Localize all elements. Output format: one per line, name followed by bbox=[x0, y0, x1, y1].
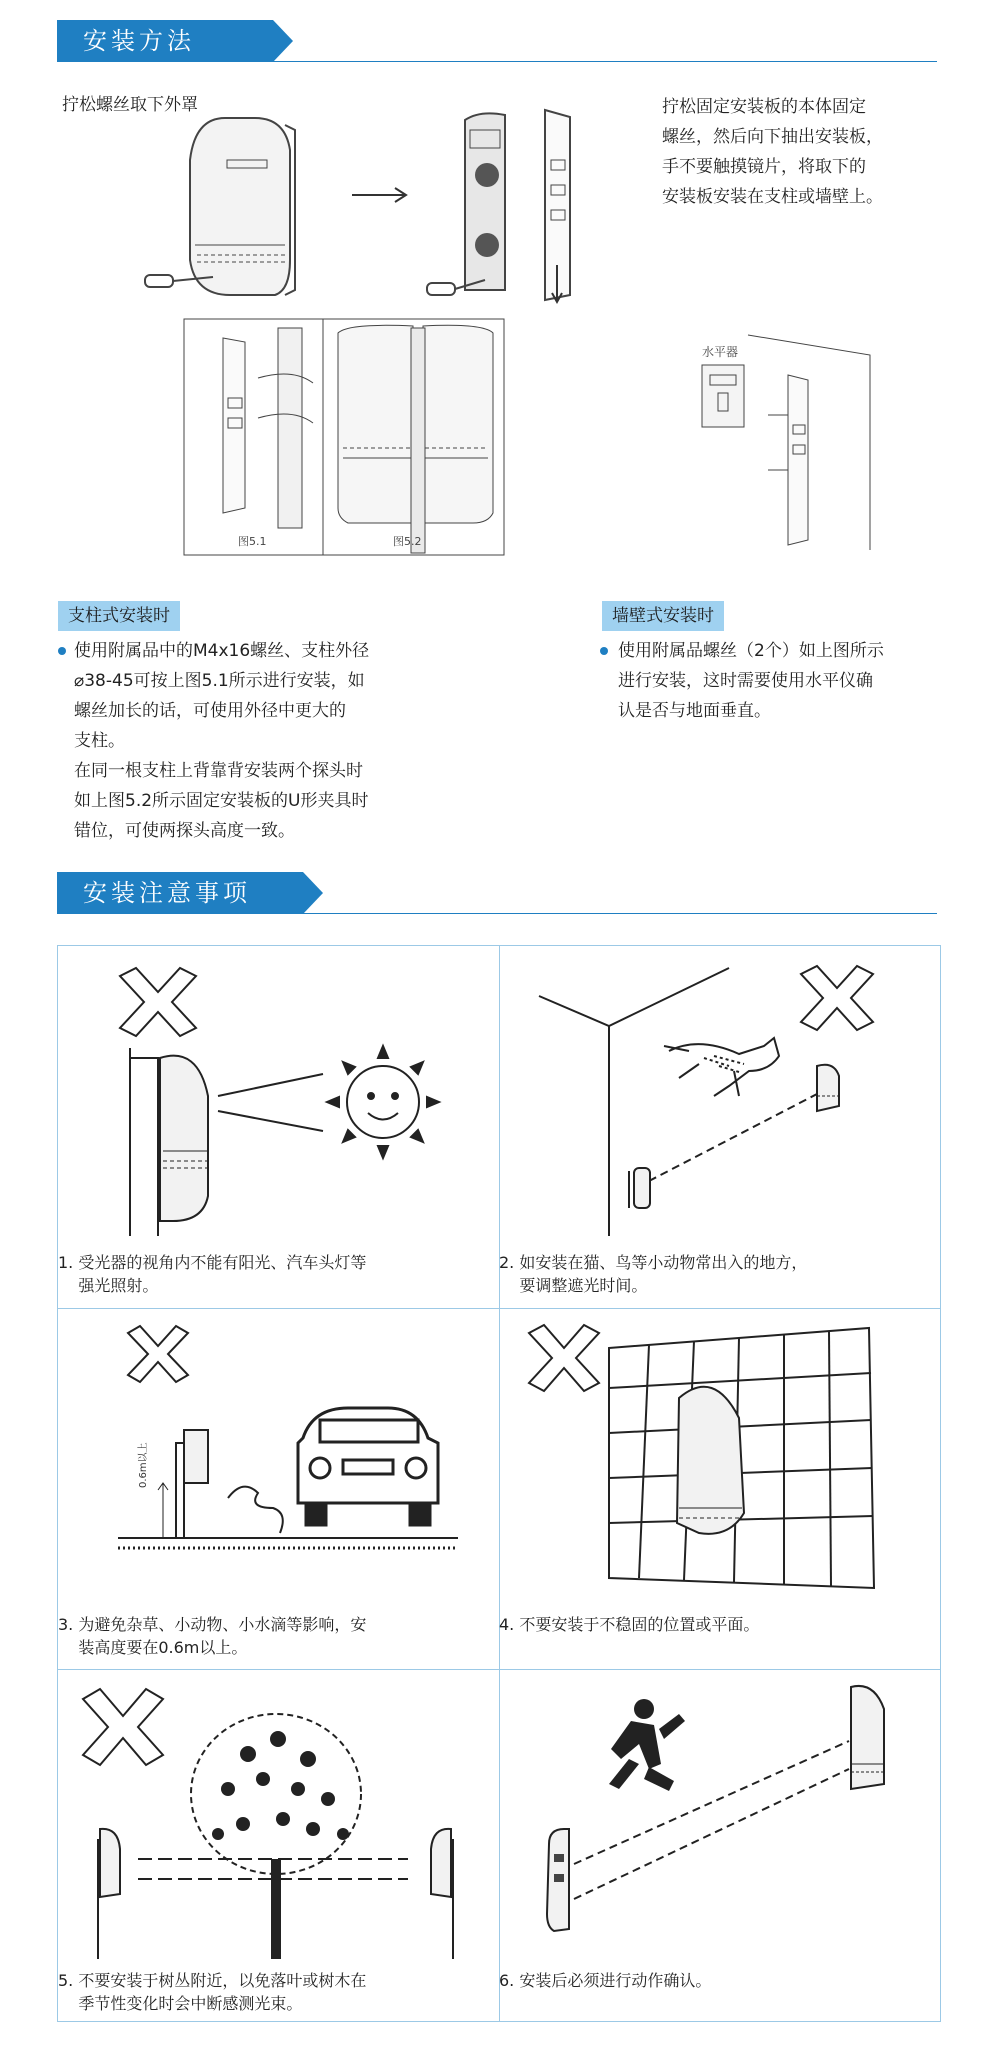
wall-mount-figure bbox=[700, 325, 880, 555]
x-mark-icon bbox=[83, 1689, 163, 1765]
small-animal-illustration bbox=[499, 946, 940, 1246]
section-title: 安装注意事项 bbox=[57, 872, 303, 914]
pole-mount-figure bbox=[183, 318, 505, 556]
height-label: 0.6m以上 bbox=[138, 1442, 149, 1488]
note-1-line: 1. 受光器的视角内不能有阳光、汽车头灯等 bbox=[58, 1253, 367, 1272]
tree-illustration bbox=[58, 1669, 499, 1964]
section-header-install-method bbox=[57, 20, 937, 62]
cat-icon bbox=[664, 1038, 779, 1096]
notes-grid bbox=[57, 945, 941, 2022]
note-cell-3 bbox=[58, 1308, 499, 1669]
note-2-line: 要调整遮光时间。 bbox=[499, 1276, 648, 1295]
height-illustration bbox=[58, 1308, 499, 1608]
pole-mount-tag: 支柱式安装时 bbox=[58, 601, 180, 631]
x-mark-icon bbox=[128, 1326, 188, 1382]
section-header-notes bbox=[57, 872, 937, 914]
sun-icon bbox=[327, 1046, 439, 1158]
step2-line: 螺丝，然后向下抽出安装板， bbox=[662, 127, 883, 147]
section-title: 安装方法 bbox=[57, 20, 273, 62]
bullet-icon bbox=[600, 647, 608, 655]
note-3-line: 装高度要在0.6m以上。 bbox=[58, 1638, 248, 1657]
car-icon bbox=[298, 1408, 438, 1525]
fig51-label: 图5.1 bbox=[238, 535, 267, 548]
wall-line: 使用附属品螺丝（2个）如上图所示 bbox=[618, 641, 884, 661]
level-label: 水平器 bbox=[702, 345, 739, 359]
note-cell-5 bbox=[58, 1669, 499, 2021]
note-4-line: 4. 不要安装于不稳固的位置或平面。 bbox=[499, 1615, 760, 1634]
note-6-line: 6. 安装后必须进行动作确认。 bbox=[499, 1971, 712, 1990]
bullet-icon bbox=[58, 647, 66, 655]
open-detector-illustration bbox=[425, 105, 595, 305]
pole-line: 使用附属品中的M4x16螺丝、支柱外径 bbox=[74, 641, 370, 661]
note-5-line: 季节性变化时会中断感测光束。 bbox=[58, 1994, 303, 2013]
section-rule bbox=[57, 913, 937, 914]
pole-line: 如上图5.2所示固定安装板的U形夹具时 bbox=[74, 791, 369, 811]
section-rule bbox=[57, 61, 937, 62]
note-cell-6 bbox=[499, 1669, 940, 2021]
pole-line: 错位，可使两探头高度一致。 bbox=[74, 821, 295, 841]
walk-test-illustration bbox=[499, 1669, 940, 1964]
unstable-surface-illustration bbox=[499, 1308, 940, 1608]
note-5-line: 5. 不要安装于树丛附近，以免落叶或树木在 bbox=[58, 1971, 367, 1990]
x-mark-icon bbox=[529, 1325, 599, 1391]
note-cell-1 bbox=[58, 946, 499, 1308]
detector-cover-illustration bbox=[135, 110, 305, 310]
step2-line: 拧松固定安装板的本体固定 bbox=[662, 97, 866, 117]
sunlight-illustration bbox=[58, 946, 499, 1246]
wall-line: 认是否与地面垂直。 bbox=[618, 701, 771, 721]
tree-icon bbox=[191, 1714, 361, 1959]
arrow-right-icon bbox=[350, 185, 410, 205]
step1-text: 拧松螺丝取下外罩 bbox=[62, 95, 198, 115]
x-mark-icon bbox=[801, 966, 873, 1030]
step2-line: 安装板安装在支柱或墙壁上。 bbox=[662, 187, 883, 207]
wall-mount-text bbox=[618, 636, 884, 726]
running-person-icon bbox=[609, 1699, 685, 1791]
pole-line: 在同一根支柱上背靠背安装两个探头时 bbox=[74, 761, 363, 781]
x-mark-icon bbox=[120, 968, 196, 1036]
pole-line: ⌀38-45可按上图5.1所示进行安装，如 bbox=[74, 671, 365, 691]
fig52-label: 图5.2 bbox=[393, 535, 422, 548]
pole-line: 支柱。 bbox=[74, 731, 125, 751]
step2-line: 手不要触摸镜片，将取下的 bbox=[662, 157, 866, 177]
pole-line: 螺丝加长的话，可使用外径中更大的 bbox=[74, 701, 346, 721]
step2-text-block bbox=[662, 92, 883, 212]
note-cell-4 bbox=[499, 1308, 940, 1669]
pole-mount-text bbox=[74, 636, 369, 846]
wall-mount-tag: 墙壁式安装时 bbox=[602, 601, 724, 631]
note-3-line: 3. 为避免杂草、小动物、小水滴等影响，安 bbox=[58, 1615, 367, 1634]
note-cell-2 bbox=[499, 946, 940, 1308]
wall-line: 进行安装，这时需要使用水平仪确 bbox=[618, 671, 873, 691]
note-1-line: 强光照射。 bbox=[58, 1276, 159, 1295]
note-2-line: 2. 如安装在猫、鸟等小动物常出入的地方， bbox=[499, 1253, 808, 1272]
